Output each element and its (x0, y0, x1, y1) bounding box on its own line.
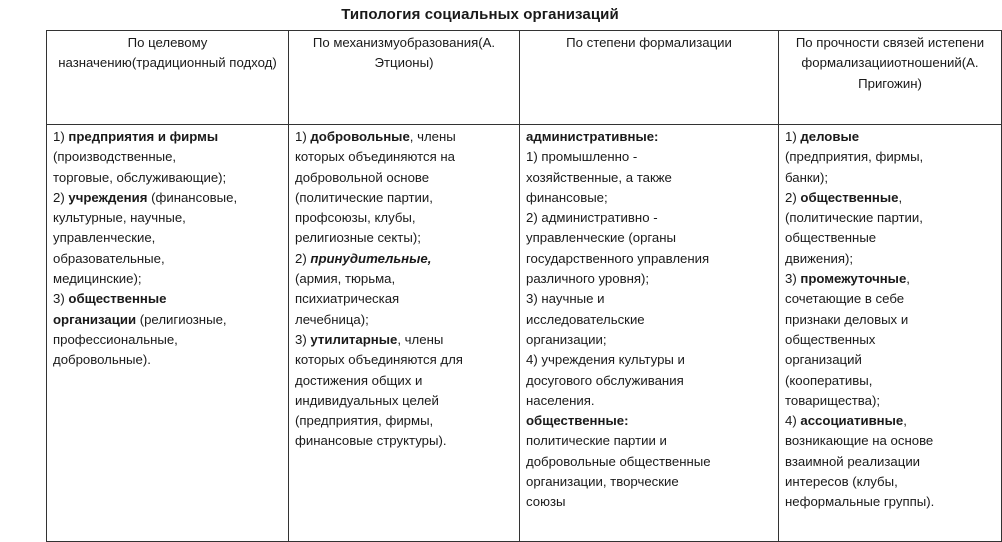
text-run: движения); (785, 250, 854, 266)
header-line: По целевому назначению (58, 35, 208, 71)
emphasized-text: принудительные, (310, 250, 432, 266)
text-run: государственного управления (526, 250, 710, 266)
text-run: 1) (785, 129, 801, 144)
cell-line (526, 188, 772, 208)
text-run: индивидуальных целей (295, 392, 439, 408)
body-row (47, 125, 1002, 542)
cell-line (526, 228, 772, 248)
cell-line (526, 472, 772, 492)
cell-line (526, 452, 772, 472)
header-cell-formalization (520, 31, 779, 125)
emphasized-text: организации (53, 311, 137, 327)
cell-line (526, 249, 772, 269)
emphasized-text: предприятия и фирмы (68, 129, 219, 144)
cell-line (526, 330, 772, 350)
cell-line (785, 371, 995, 391)
text-run: (армия, тюрьма, (295, 271, 396, 287)
header-line: (А. Этционы) (374, 35, 496, 71)
body-cell-purpose (47, 125, 289, 542)
text-run: торговые, обслуживающие); (53, 169, 227, 185)
cell-line (785, 452, 995, 472)
cell-line (785, 249, 995, 269)
cell-line (785, 411, 995, 431)
text-run: исследовательские (526, 311, 645, 327)
cell-line (53, 269, 282, 289)
cell-line (53, 330, 282, 350)
text-run: культурные, научные, (53, 210, 186, 226)
text-run: (религиозные, (136, 311, 227, 327)
cell-line (295, 228, 513, 248)
text-run: , (906, 271, 910, 287)
header-cell-ties (779, 31, 1002, 125)
text-run: добровольные). (53, 352, 151, 368)
text-run: 4) (785, 413, 801, 429)
cell-line (785, 208, 995, 228)
cell-line (295, 289, 513, 309)
header-line: образования (399, 35, 479, 50)
text-run: профсоюзы, клубы, (295, 210, 416, 226)
header-cell-mechanism (289, 31, 520, 125)
text-run: финансовые; (526, 189, 608, 205)
cell-line (295, 168, 513, 188)
text-run: организаций (785, 352, 862, 368)
header-line: По степени формализации (566, 35, 732, 50)
cell-line (526, 411, 772, 431)
text-run: которых объединяются для (295, 352, 463, 368)
cell-line (526, 391, 772, 411)
emphasized-text: утилитарные (310, 331, 398, 347)
text-run: , члены (397, 331, 444, 347)
cell-line (785, 310, 995, 330)
header-row (47, 31, 1002, 125)
cell-line (53, 350, 282, 370)
text-run: добровольные общественные (526, 453, 711, 469)
text-run: 3) (785, 271, 801, 287)
cell-line (526, 371, 772, 391)
cell-line (53, 310, 282, 330)
text-run: возникающие на основе (785, 433, 934, 449)
text-run: 2) (53, 189, 69, 205)
cell-line (785, 492, 995, 512)
cell-line (53, 249, 282, 269)
cell-line (785, 431, 995, 451)
text-run: религиозные секты); (295, 230, 421, 246)
text-run: медицинские); (53, 271, 142, 287)
cell-line (53, 228, 282, 248)
cell-line (785, 350, 995, 370)
body-cell-formalization (520, 125, 779, 542)
text-run: 3) (295, 331, 311, 347)
emphasized-text: деловые (800, 129, 860, 144)
cell-line (53, 208, 282, 228)
text-run: (производственные, (53, 149, 177, 165)
cell-line (53, 188, 282, 208)
header-line: (А. Пригожин) (858, 55, 979, 91)
cell-line (785, 147, 995, 167)
cell-line (526, 492, 772, 512)
cell-line (295, 310, 513, 330)
text-run: политические партии и (526, 433, 667, 449)
cell-line (295, 249, 513, 269)
text-run: банки); (785, 169, 829, 185)
text-run: 1) (53, 129, 69, 144)
cell-line (785, 168, 995, 188)
cell-line (785, 391, 995, 411)
text-run: (предприятия, фирмы, (295, 413, 434, 429)
cell-line (526, 289, 772, 309)
text-run: 1) (295, 129, 311, 144)
cell-line (295, 391, 513, 411)
text-run: хозяйственные, а также (526, 169, 672, 185)
text-run: общественные (785, 230, 877, 246)
text-run: союзы (526, 494, 566, 510)
cell-line (526, 431, 772, 451)
emphasized-text: добровольные (310, 129, 410, 144)
cell-line (295, 269, 513, 289)
text-run: , (903, 413, 907, 429)
text-run: лечебница); (295, 311, 369, 327)
cell-line (53, 127, 282, 147)
body-cell-ties (779, 125, 1002, 542)
header-line: (традиционный подход) (131, 55, 277, 71)
cell-line (295, 330, 513, 350)
emphasized-text: административные: (526, 129, 659, 144)
text-run: управленческие (органы (526, 230, 677, 246)
text-run: (кооперативы, (785, 372, 873, 388)
cell-line (785, 228, 995, 248)
header-line: По прочности связей и (795, 35, 936, 50)
text-run: неформальные группы). (785, 494, 935, 510)
text-run: (политические партии, (785, 210, 923, 226)
text-run: которых объединяются на (295, 149, 455, 165)
text-run: интересов (клубы, (785, 474, 898, 490)
cell-line (295, 411, 513, 431)
header-line: степени формализации (801, 35, 985, 71)
body-cell-mechanism (289, 125, 520, 542)
text-run: профессиональные, (53, 331, 178, 347)
cell-line (295, 208, 513, 228)
cell-line (785, 188, 995, 208)
text-run: психиатрическая (295, 291, 400, 307)
text-run: 3) (53, 291, 69, 307)
cell-line (526, 269, 772, 289)
text-run: 2) (785, 189, 801, 205)
text-run: 2) (295, 250, 311, 266)
header-line: отношений (894, 55, 962, 71)
cell-line (785, 472, 995, 492)
cell-line (526, 168, 772, 188)
text-run: (предприятия, фирмы, (785, 149, 924, 165)
emphasized-text: общественные (68, 291, 167, 307)
cell-line (526, 127, 772, 147)
text-run: взаимной реализации (785, 453, 921, 469)
cell-line (53, 147, 282, 167)
emphasized-text: общественные: (526, 413, 629, 429)
cell-line (295, 431, 513, 451)
emphasized-text: ассоциативные (800, 413, 904, 429)
text-run: (финансовые, (147, 189, 238, 205)
text-run: достижения общих и (295, 372, 423, 388)
text-run: организации, творческие (526, 474, 679, 490)
cell-line (785, 127, 995, 147)
text-run: 3) научные и (526, 291, 605, 307)
emphasized-text: промежуточные (800, 271, 907, 287)
cell-line (785, 330, 995, 350)
page-title: Типология социальных организаций (341, 6, 619, 23)
text-run: 1) промышленно - (526, 149, 638, 165)
text-run: сочетающие в себе (785, 291, 905, 307)
cell-line (526, 208, 772, 228)
cell-line (295, 350, 513, 370)
text-run: управленческие, (53, 230, 156, 246)
text-run: организации; (526, 331, 607, 347)
cell-line (295, 147, 513, 167)
text-run: признаки деловых и (785, 311, 909, 327)
text-run: 2) административно - (526, 210, 658, 226)
text-run: , члены (409, 129, 456, 144)
cell-line (53, 168, 282, 188)
text-run: 4) учреждения культуры и (526, 352, 685, 368)
text-run: населения. (526, 392, 595, 408)
cell-line (785, 269, 995, 289)
cell-line (526, 310, 772, 330)
emphasized-text: учреждения (68, 189, 148, 205)
text-run: , (898, 189, 903, 205)
cell-line (295, 188, 513, 208)
header-cell-purpose (47, 31, 289, 125)
emphasized-text: общественные (800, 189, 899, 205)
cell-line (53, 289, 282, 309)
text-run: образовательные, (53, 250, 165, 266)
text-run: общественных (785, 331, 876, 347)
text-run: товарищества); (785, 392, 881, 408)
cell-line (526, 147, 772, 167)
typology-table (46, 30, 1002, 542)
text-run: добровольной основе (295, 169, 430, 185)
text-run: досугового обслуживания (526, 372, 684, 388)
header-line: По механизму (312, 35, 400, 50)
cell-line (526, 350, 772, 370)
cell-line (295, 371, 513, 391)
text-run: различного уровня); (526, 271, 650, 287)
cell-line (295, 127, 513, 147)
text-run: финансовые структуры). (295, 433, 447, 449)
text-run: (политические партии, (295, 189, 433, 205)
cell-line (785, 289, 995, 309)
